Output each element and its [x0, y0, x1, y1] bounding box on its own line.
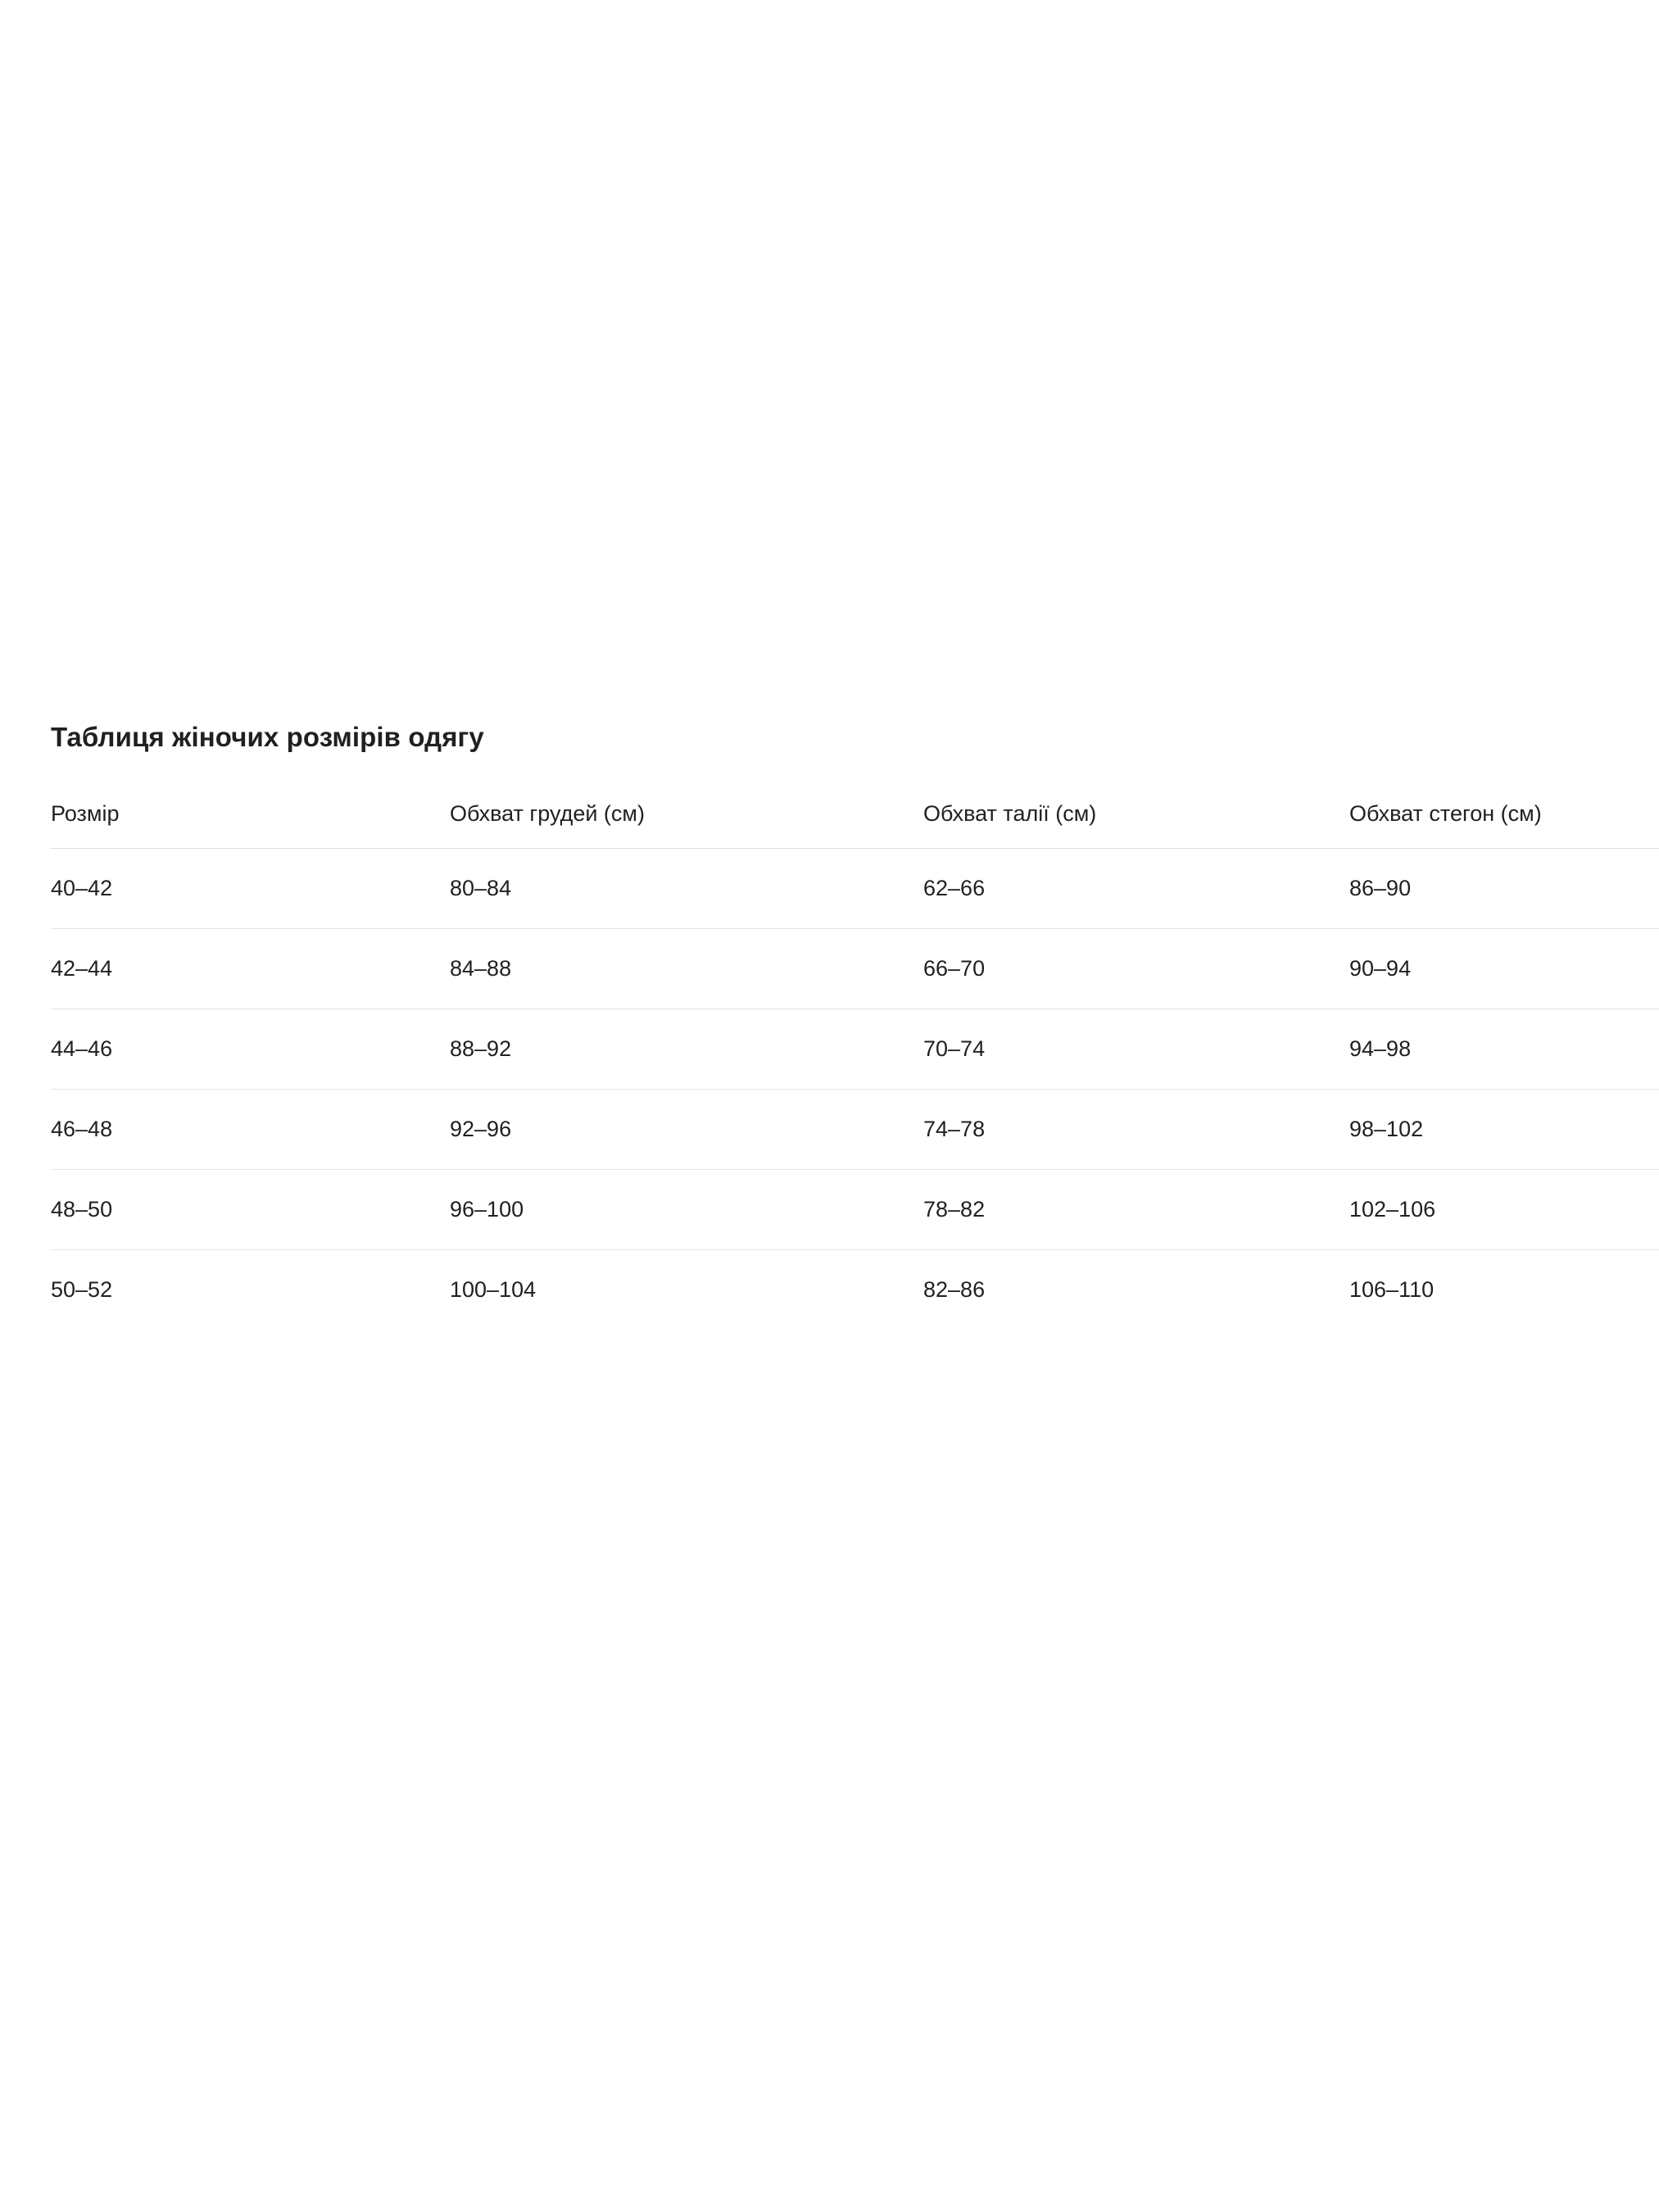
cell-size: 40–42 — [51, 848, 450, 928]
cell-hips: 94–98 — [1349, 1009, 1659, 1089]
cell-bust: 96–100 — [450, 1169, 923, 1249]
column-header-hips: Обхват стегон (см) — [1349, 801, 1659, 849]
cell-hips: 98–102 — [1349, 1089, 1659, 1169]
cell-size: 48–50 — [51, 1169, 450, 1249]
table-row — [51, 1009, 1659, 1089]
cell-hips: 86–90 — [1349, 848, 1659, 928]
table-header — [51, 801, 1659, 849]
page-title: Таблиця жіночих розмірів одягу — [51, 722, 484, 752]
cell-hips: 106–110 — [1349, 1276, 1435, 1302]
cell-size: 44–46 — [51, 1009, 450, 1089]
table-row — [51, 1169, 1659, 1249]
cell-waist: 66–70 — [923, 928, 1349, 1009]
cell-waist: 70–74 — [923, 1009, 1349, 1089]
cell-bust: 88–92 — [450, 1009, 923, 1089]
cell-bust: 84–88 — [450, 928, 923, 1009]
cell-waist: 62–66 — [923, 848, 1349, 928]
cell-bust: 80–84 — [450, 848, 923, 928]
size-chart-table — [51, 801, 1659, 1330]
table-row — [51, 848, 1659, 928]
cell-size: 42–44 — [51, 928, 450, 1009]
cell-hips: 102–106 — [1349, 1169, 1659, 1249]
column-header-size: Розмір — [51, 801, 450, 849]
table-header-row — [51, 801, 1659, 849]
cell-waist: 74–78 — [923, 1089, 1349, 1169]
column-header-waist: Обхват талії (см) — [923, 801, 1349, 849]
table-row — [51, 928, 1659, 1009]
cell-size: 46–48 — [51, 1089, 450, 1169]
cell-hips: 90–94 — [1349, 928, 1659, 1009]
table-row — [51, 1089, 1659, 1169]
cell-size: 50–52 — [51, 1276, 113, 1302]
cell-waist: 78–82 — [923, 1169, 1349, 1249]
column-header-bust: Обхват грудей (см) — [450, 801, 923, 849]
cell-bust: 92–96 — [450, 1089, 923, 1169]
table-row — [51, 1249, 1659, 1330]
cell-waist: 82–86 — [923, 1276, 986, 1302]
table-body — [51, 848, 1659, 1330]
document-content — [51, 721, 1659, 1330]
cell-bust: 100–104 — [450, 1276, 537, 1302]
